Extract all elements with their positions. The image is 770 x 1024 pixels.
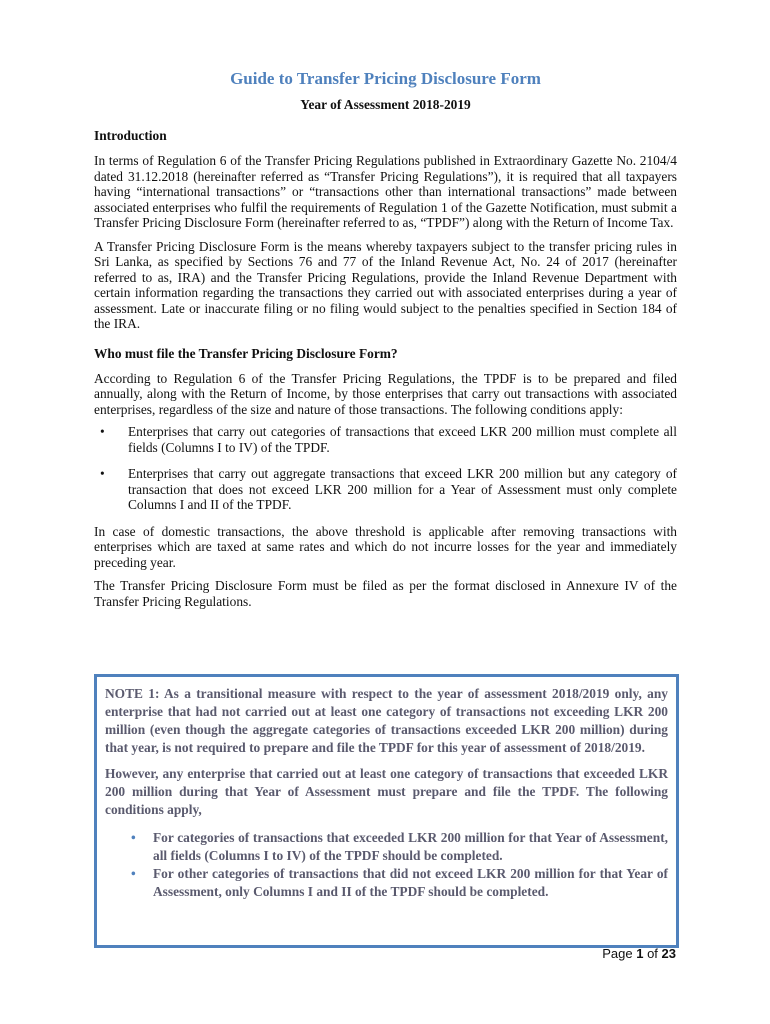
conditions-list [94, 424, 677, 513]
who-must-file-heading: Who must file the Transfer Pricing Disclosure Form? [94, 345, 398, 361]
list-item-text: For other categories of transactions that did not exceed LKR 200 million for that Year of Assessment, only Columns I and II of the TPDF should be completed. [153, 866, 668, 899]
format-paragraph: The Transfer Pricing Disclosure Form must be filed as per the format disclosed in Annexure IV of the Transfer Pricing Regulations. [94, 578, 677, 609]
note-conditions-list [105, 829, 668, 901]
bullet-icon: • [100, 424, 105, 439]
who-must-file-paragraph: According to Regulation 6 of the Transfer Pricing Regulations, the TPDF is to be prepared and filed annually, along with the Return of Income, by those enterprises that carry out transactions with associated enterprises, regardless of the size and nature of those transactions. The following conditions apply: [94, 370, 677, 417]
list-item [94, 424, 677, 455]
note-paragraph-2: However, any enterprise that carried out at least one category of transactions that exceeded LKR 200 million during that Year of Assessment must prepare and file the TPDF. The following conditions apply, [105, 766, 668, 817]
list-item [94, 466, 677, 513]
list-item-text: Enterprises that carry out categories of transactions that exceed LKR 200 million must complete all fields (Columns I to IV) of the TPDF. [128, 424, 677, 455]
bullet-icon: • [131, 830, 136, 845]
list-item [105, 829, 668, 865]
note-paragraph-1: NOTE 1: As a transitional measure with respect to the year of assessment 2018/2019 only, any enterprise that had not carried out at least one category of transactions not exceeding LKR 200 million (even though the aggregate categories of transactions exceeded LKR 200 million) during that year, is not required to prepare and file the TPDF for this year of assessment of 2018/2019. [105, 686, 668, 755]
transitional-note-box [94, 674, 679, 948]
current-page-number: 1 [636, 946, 644, 961]
of-word: of [647, 946, 658, 961]
page-title: Guide to Transfer Pricing Disclosure Form [230, 69, 541, 88]
intro-paragraph-2: A Transfer Pricing Disclosure Form is the means whereby taxpayers subject to the transfer pricing rules in Sri Lanka, as specified by Sections 76 and 77 of the Inland Revenue Act, No. 24 of 2017 (hereinafter referred to as, IRA) and the Transfer Pricing Regulations, provide the Inland Revenue Department with certain information regarding the transactions they carried out with associated enterprises during a year of assessment. Late or inaccurate filing or no filing would subject to the penalties specified in Section 184 of the IRA. [94, 238, 677, 331]
bullet-icon: • [100, 466, 105, 481]
list-item [105, 865, 668, 901]
page-number-footer [602, 946, 676, 961]
list-item-text: For categories of transactions that exceeded LKR 200 million for that Year of Assessment, all fields (Columns I to IV) of the TPDF should be completed. [153, 830, 668, 863]
list-item-text: Enterprises that carry out aggregate transactions that exceed LKR 200 million but any category of transaction that does not exceed LKR 200 million for a Year of Assessment must only complete Columns I and II of the TPDF. [128, 466, 677, 512]
page-subtitle: Year of Assessment 2018-2019 [300, 97, 471, 112]
intro-paragraph-1: In terms of Regulation 6 of the Transfer Pricing Regulations published in Extraordinary Gazette No. 2104/4 dated 31.12.2018 (hereinafter referred as “Transfer Pricing Regulations”), it is required that all taxpayers having “international transactions” or “transactions other than international transactions” made between associated enterprises who fulfil the requirements of Regulation 1 of the Gazette Notification, must submit a Transfer Pricing Disclosure Form (hereinafter referred to as, “TPDF”) along with the Return of Income Tax. [94, 153, 677, 230]
document-page [94, 68, 677, 609]
introduction-heading: Introduction [94, 128, 167, 143]
bullet-icon: • [131, 866, 136, 881]
page-word: Page [602, 946, 633, 961]
domestic-transactions-paragraph: In case of domestic transactions, the above threshold is applicable after removing transactions with enterprises which are taxed at same rates and which do not incurre losses for the year and immediately preceding year. [94, 523, 677, 570]
total-pages: 23 [661, 946, 676, 961]
